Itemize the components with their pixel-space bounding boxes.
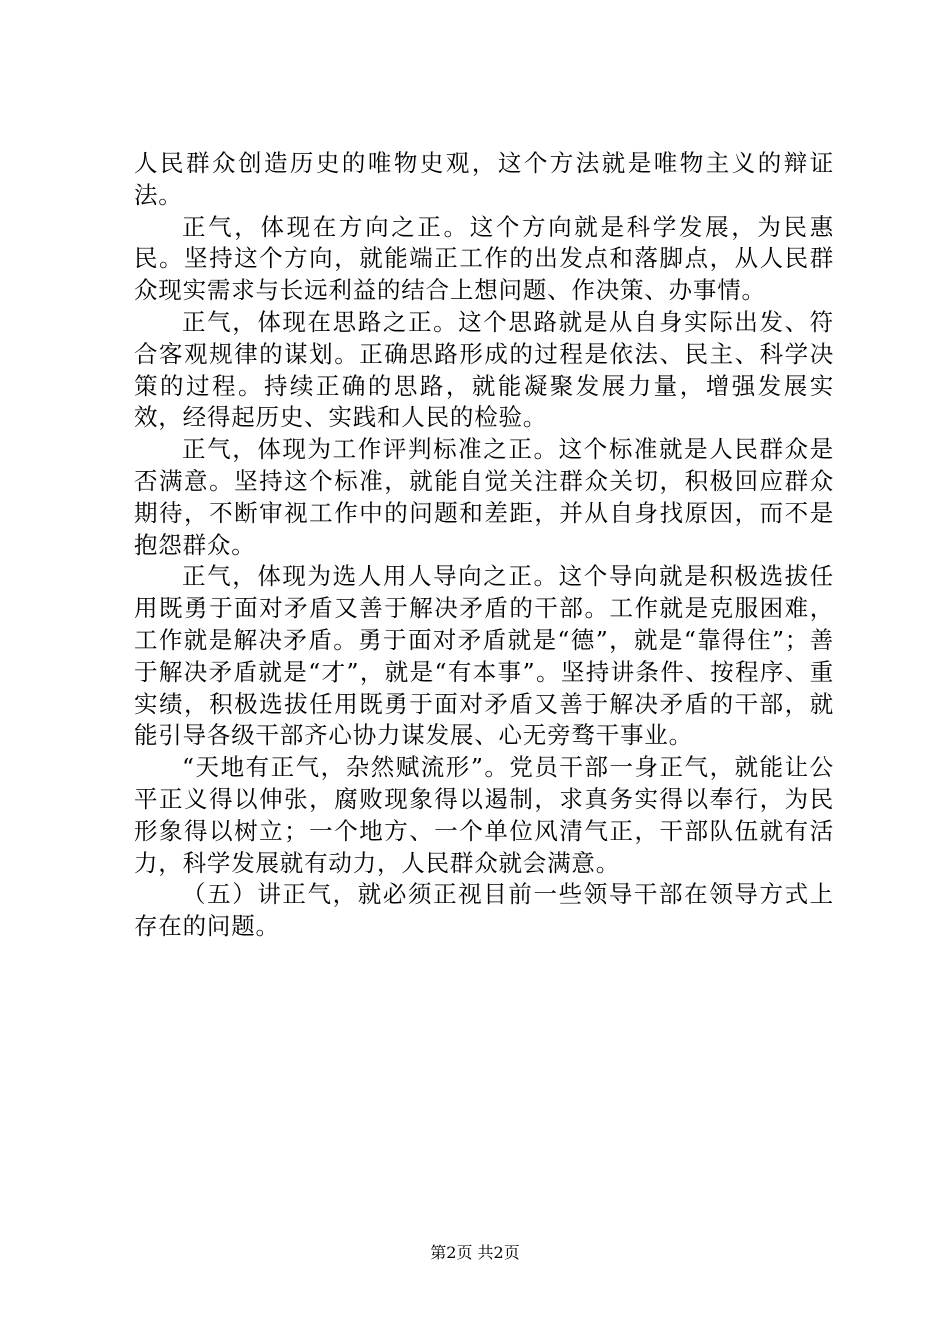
page-footer: 第2页 共2页 bbox=[430, 1243, 520, 1262]
body-text bbox=[134, 148, 834, 943]
paragraph-4: 正气，体现为工作评判标准之正。这个标准就是人民群众是否满意。坚持这个标准，就能自觉关注群众关切，积极回应群众期待，不断审视工作中的问题和差距，并从自身找原因，而不是抱怨群众。 bbox=[134, 435, 834, 559]
paragraph-1: 人民群众创造历史的唯物史观，这个方法就是唯物主义的辩证法。 bbox=[134, 149, 834, 209]
paragraph-5: 正气，体现为选人用人导向之正。这个导向就是积极选拔任用既勇于面对矛盾又善于解决矛盾的干部。工作就是克服困难，工作就是解决矛盾。勇于面对矛盾就是“德”，就是“靠得住”；善于解决矛盾就是“才”，就是“有本事”。坚持讲条件、按程序、重实绩，积极选拔任用既勇于面对矛盾又善于解决矛盾的干部，就能引导各级干部齐心协力谋发展、心无旁骛干事业。 bbox=[134, 562, 834, 750]
paragraph-2: 正气，体现在方向之正。这个方向就是科学发展，为民惠民。坚持这个方向，就能端正工作的出发点和落脚点，从人民群众现实需求与长远利益的结合上想问题、作决策、办事情。 bbox=[134, 212, 834, 305]
paragraph-7: （五）讲正气，就必须正视目前一些领导干部在领导方式上存在的问题。 bbox=[134, 880, 834, 941]
paragraph-6: “天地有正气，杂然赋流形”。党员干部一身正气，就能让公平正义得以伸张，腐败现象得以遏制，求真务实得以奉行，为民形象得以树立；一个地方、一个单位风清气正，干部队伍就有活力，科学发展就有动力，人民群众就会满意。 bbox=[134, 753, 834, 877]
paragraph-3: 正气，体现在思路之正。这个思路就是从自身实际出发、符合客观规律的谋划。正确思路形成的过程是依法、民主、科学决策的过程。持续正确的思路，就能凝聚发展力量，增强发展实效，经得起历史、实践和人民的检验。 bbox=[134, 307, 834, 432]
